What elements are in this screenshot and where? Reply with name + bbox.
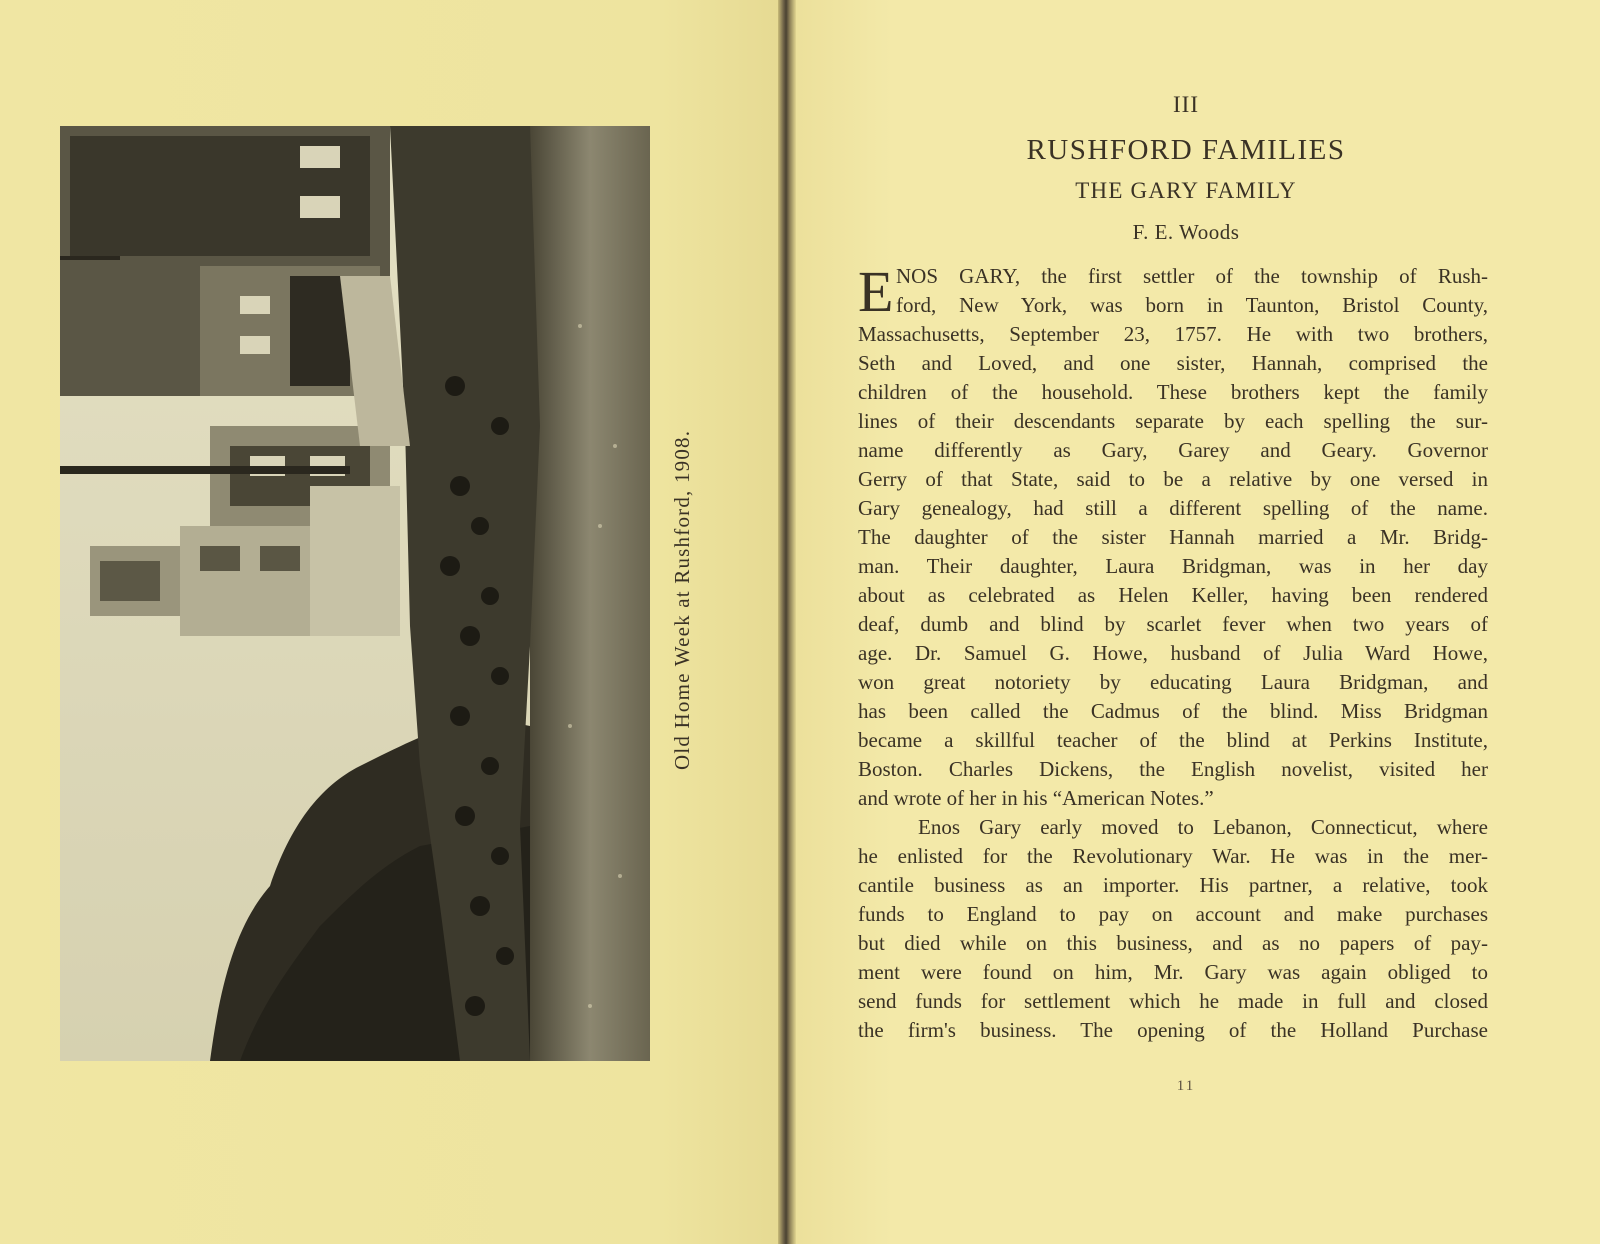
text-line: Gerry of that State, said to be a relative by one versed in [858,467,1488,491]
text-line: Gary genealogy, had still a different spelling of the name. [858,496,1488,520]
text-line: cantile business as an importer. His partner, a relative, took [858,873,1488,897]
author-name: F. E. Woods [1132,220,1240,244]
text-line: ford, New York, was born in Taunton, Bristol County, [896,293,1488,317]
text-line: but died while on this business, and as no papers of pay- [858,931,1488,955]
text-line: children of the household. These brothers kept the family [858,380,1488,404]
left-page [0,0,778,1244]
text-line: age. Dr. Samuel G. Howe, husband of Julia Ward Howe, [858,641,1488,665]
text-line: and wrote of her in his “American Notes.” [858,786,1214,810]
chapter-number: III [1173,92,1199,117]
text-line: Enos Gary early moved to Lebanon, Connecticut, where [918,815,1488,839]
text-line: Seth and Loved, and one sister, Hannah, comprised the [858,351,1488,375]
family-title: THE GARY FAMILY [1075,178,1297,203]
part-title: RUSHFORD FAMILIES [1026,134,1346,166]
text-line: Massachusetts, September 23, 1757. He with two brothers, [858,322,1488,346]
text-line: send funds for settlement which he made in full and closed [858,989,1488,1013]
text-line: became a skillful teacher of the blind at Perkins Institute, [858,728,1488,752]
right-page [796,0,1600,1244]
text-line: the firm's business. The opening of the Holland Purchase [858,1018,1488,1042]
body-text [858,259,1488,1045]
text-line: Boston. Charles Dickens, the English novelist, visited her [858,757,1488,781]
plate-caption: Old Home Week at Rushford, 1908. [670,429,694,770]
text-line: about as celebrated as Helen Keller, having been rendered [858,583,1488,607]
street-scene-photo [60,126,650,1061]
text-line: name differently as Gary, Garey and Geary. Governor [858,438,1488,462]
text-line: ment were found on him, Mr. Gary was again obliged to [858,960,1488,984]
text-line: has been called the Cadmus of the blind. Miss Bridgman [858,699,1488,723]
page-number: 11 [1176,1078,1196,1094]
drop-cap: E [858,259,894,324]
text-line: NOS GARY, the first settler of the township of Rush- [896,264,1488,288]
text-line: man. Their daughter, Laura Bridgman, was in her day [858,554,1488,578]
text-line: deaf, dumb and blind by scarlet fever when two years of [858,612,1488,636]
book-gutter [778,0,796,1244]
text-line: lines of their descendants separate by each spelling the sur- [858,409,1488,433]
plate-photograph [60,126,650,1061]
text-line: The daughter of the sister Hannah married a Mr. Bridg- [858,525,1488,549]
text-line: funds to England to pay on account and make purchases [858,902,1488,926]
text-line: won great notoriety by educating Laura Bridgman, and [858,670,1488,694]
text-line: he enlisted for the Revolutionary War. He was in the mer- [858,844,1488,868]
